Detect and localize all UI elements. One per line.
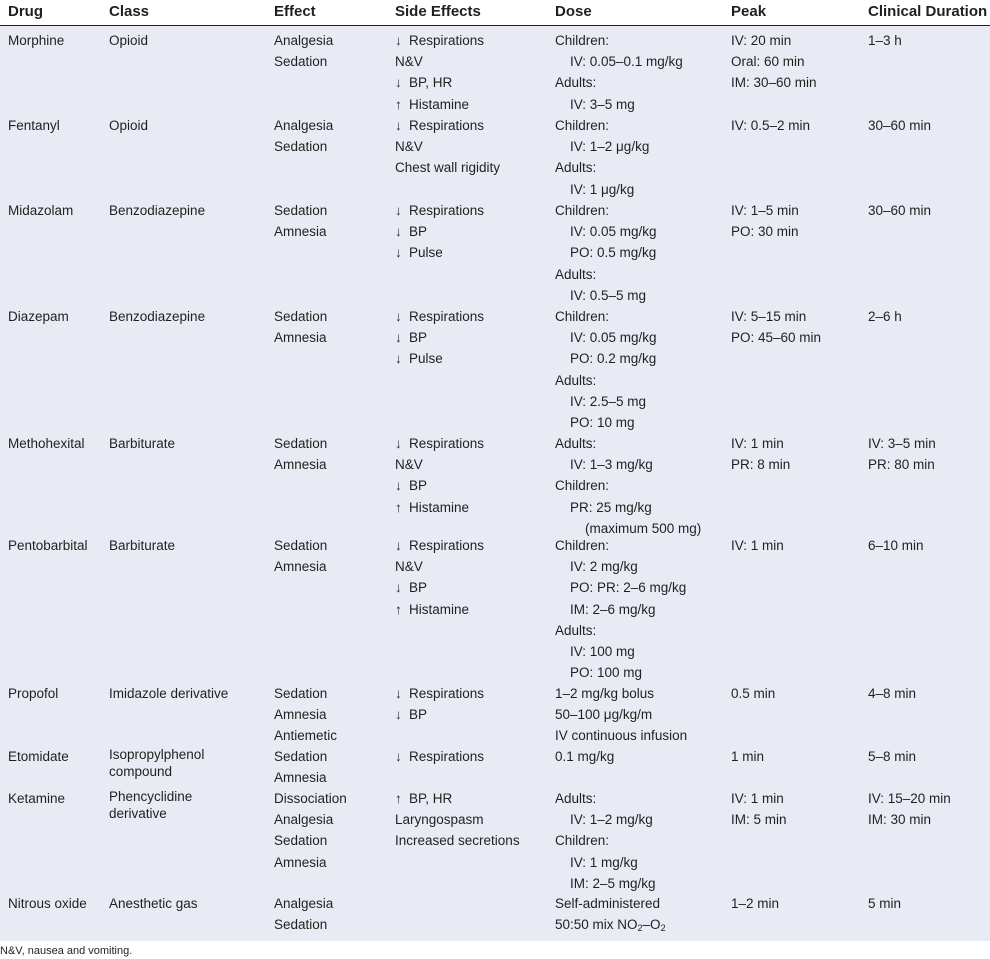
drug-cell (8, 200, 73, 221)
down-arrow-icon: ↓ (395, 538, 402, 553)
duration-line: PR: 80 min (868, 457, 935, 473)
side-effect-line: ↑ Histamine (395, 599, 484, 620)
dose-line: PO: 0.5 mg/kg (570, 245, 657, 261)
down-arrow-icon: ↓ (395, 245, 402, 261)
peak-line: IV: 1 min (731, 538, 784, 553)
duration-cell (868, 433, 936, 475)
dose-line: Adults: (555, 266, 597, 282)
drug-line: Pentobarbital (8, 538, 88, 553)
peak-line: IV: 1–5 min (731, 203, 799, 218)
peak-line: IV: 1 min (731, 436, 784, 451)
effect-line: Amnesia (274, 457, 327, 473)
dose-cell (555, 893, 666, 935)
class-line: Barbiturate (109, 436, 176, 451)
peak-line: PO: 30 min (731, 224, 799, 240)
duration-cell (868, 893, 901, 914)
dose-line: IV: 1–2 μg/kg (570, 139, 650, 155)
peak-cell (731, 893, 779, 914)
table-row (0, 531, 990, 679)
table-row (0, 889, 990, 941)
class-line: Benzodiazepine (109, 309, 206, 324)
drug-cell (8, 115, 60, 136)
side-effect-line: ↓ BP (395, 475, 484, 496)
down-arrow-icon: ↓ (395, 330, 402, 346)
dose-line: IV: 2 mg/kg (570, 559, 638, 575)
effect-line: Sedation (274, 436, 328, 451)
class-line: Benzodiazepine (109, 203, 206, 218)
down-arrow-icon: ↓ (395, 749, 402, 764)
effect-cell (274, 115, 333, 157)
side-effects-cell (395, 115, 500, 179)
effect-line: Sedation (274, 139, 328, 155)
effect-line: Sedation (274, 54, 328, 70)
peak-line: 0.5 min (731, 686, 776, 701)
dose-line: IV: 1–3 mg/kg (570, 457, 653, 473)
duration-line: 6–10 min (868, 538, 924, 553)
dose-line: Adults: (555, 791, 597, 806)
table-row (0, 302, 990, 429)
peak-cell (731, 115, 810, 136)
side-effect-line: ↓ BP (395, 577, 484, 598)
side-effects-line: N&V (395, 139, 423, 155)
class-cell (109, 788, 192, 822)
side-effects-cell (395, 788, 520, 852)
effect-cell (274, 683, 337, 747)
peak-cell (731, 746, 764, 767)
drug-cell (8, 893, 87, 914)
side-effects-line: Chest wall rigidity (395, 160, 501, 176)
effect-line: Sedation (274, 686, 328, 701)
header-drug: Drug (8, 3, 43, 20)
peak-line: PR: 8 min (731, 457, 791, 473)
class-line: derivative (109, 806, 167, 821)
dose-line: Children: (555, 118, 610, 133)
up-arrow-icon: ↑ (395, 601, 402, 617)
drug-line: Nitrous oxide (8, 896, 87, 911)
dose-cell (555, 30, 683, 115)
effect-cell (274, 306, 327, 348)
dose-cell (555, 433, 701, 539)
class-line: Opioid (109, 33, 149, 48)
dose-cell (555, 683, 687, 747)
dose-cell (555, 788, 656, 894)
peak-line: 1 min (731, 749, 765, 764)
effect-line: Amnesia (274, 330, 327, 346)
effect-line: Analgesia (274, 812, 334, 828)
duration-cell (868, 788, 951, 830)
dose-line: Self-administered (555, 896, 661, 911)
effect-line: Antiemetic (274, 728, 338, 744)
side-effect-line: ↓ Respirations (395, 746, 484, 767)
side-effect-line: ↑ Histamine (395, 94, 484, 115)
drug-line: Midazolam (8, 203, 74, 218)
table-row (0, 784, 990, 889)
class-cell (109, 893, 198, 914)
side-effects-cell (395, 30, 484, 115)
class-cell (109, 683, 228, 704)
effect-line: Sedation (274, 917, 328, 933)
duration-cell (868, 746, 916, 767)
drug-line: Morphine (8, 33, 65, 48)
dose-line: IM: 2–6 mg/kg (570, 601, 656, 617)
duration-line: IM: 30 min (868, 812, 932, 828)
peak-line: IM: 30–60 min (731, 75, 817, 91)
class-cell (109, 30, 148, 51)
effect-line: Amnesia (274, 770, 327, 786)
class-line: Imidazole derivative (109, 686, 229, 701)
up-arrow-icon: ↑ (395, 96, 402, 112)
class-cell (109, 115, 148, 136)
dose-line: IV: 3–5 mg (570, 96, 635, 112)
drug-line: Propofol (8, 686, 59, 701)
drug-line: Fentanyl (8, 118, 60, 133)
down-arrow-icon: ↓ (395, 309, 402, 324)
duration-line: 1–3 h (868, 33, 902, 48)
side-effect-line: ↓ Respirations (395, 306, 484, 327)
class-cell (109, 535, 175, 556)
class-line: Phencyclidine (109, 789, 193, 804)
peak-line: Oral: 60 min (731, 54, 805, 70)
dose-cell (555, 306, 657, 433)
peak-cell (731, 433, 790, 475)
dose-cell (555, 200, 657, 306)
side-effect-line: ↑ BP, HR (395, 788, 520, 809)
effect-line: Amnesia (274, 854, 327, 870)
class-cell (109, 306, 205, 327)
effect-line: Sedation (274, 833, 328, 849)
dose-line: PO: 100 mg (570, 665, 643, 681)
peak-cell (731, 683, 775, 704)
dose-line: IV: 1–2 mg/kg (570, 812, 653, 828)
dose-line: IV: 0.5–5 mg (570, 287, 647, 303)
dose-line: Children: (555, 538, 610, 553)
duration-line: 30–60 min (868, 203, 932, 218)
table-row (0, 429, 990, 536)
dose-cell (555, 535, 686, 683)
effect-line: Analgesia (274, 118, 334, 133)
dose-line: IV: 0.05 mg/kg (570, 224, 657, 240)
dose-cell (555, 115, 649, 200)
drug-line: Etomidate (8, 749, 69, 764)
dose-line: Children: (555, 833, 610, 849)
dose-line: Adults: (555, 160, 597, 176)
class-line: Anesthetic gas (109, 896, 198, 911)
side-effect-line: ↓ Respirations (395, 433, 484, 454)
up-arrow-icon: ↑ (395, 791, 402, 806)
effect-line: Sedation (274, 203, 328, 218)
dose-line: PO: 10 mg (570, 414, 635, 430)
dose-line: IV: 1 μg/kg (570, 181, 635, 197)
dose-line: 50–100 μg/kg/m (555, 707, 653, 723)
drug-line: Ketamine (8, 791, 66, 806)
peak-line: IM: 5 min (731, 812, 787, 828)
peak-cell (731, 535, 784, 556)
side-effect-line: ↓ Pulse (395, 242, 484, 263)
table-row (0, 196, 990, 302)
duration-cell (868, 30, 902, 51)
class-line: Opioid (109, 118, 149, 133)
down-arrow-icon: ↓ (395, 580, 402, 596)
drug-line: Diazepam (8, 309, 69, 324)
side-effects-line: N&V (395, 559, 423, 575)
peak-cell (731, 788, 787, 830)
side-effects-cell (395, 535, 484, 620)
dose-line: 1–2 mg/kg bolus (555, 686, 655, 701)
effect-cell (274, 30, 333, 72)
side-effect-line: ↓ Respirations (395, 200, 484, 221)
peak-line: IV: 20 min (731, 33, 792, 48)
dose-cell (555, 746, 614, 767)
effect-cell (274, 788, 347, 873)
side-effect-line: ↓ Respirations (395, 535, 484, 556)
side-effect-line: ↓ Respirations (395, 115, 500, 136)
drug-cell (8, 433, 85, 454)
effect-line: Sedation (274, 749, 328, 764)
side-effect-line: ↑ Histamine (395, 497, 484, 518)
dose-line: Children: (555, 478, 610, 494)
table-row (0, 26, 990, 111)
peak-cell (731, 306, 821, 348)
effect-cell (274, 200, 327, 242)
effect-line: Sedation (274, 309, 328, 324)
side-effect-line: ↓ Respirations (395, 683, 484, 704)
dose-line: IM: 2–5 mg/kg (570, 875, 656, 891)
peak-line: PO: 45–60 min (731, 330, 822, 346)
dose-line: PO: PR: 2–6 mg/kg (570, 580, 687, 596)
dose-line: Adults: (555, 622, 597, 638)
effect-cell (274, 535, 327, 577)
down-arrow-icon: ↓ (395, 118, 402, 133)
effect-line: Dissociation (274, 791, 347, 806)
dose-line: IV: 100 mg (570, 643, 635, 659)
side-effects-cell (395, 433, 484, 518)
effect-cell (274, 433, 327, 475)
dose-line: (maximum 500 mg) (585, 520, 702, 536)
duration-cell (868, 115, 931, 136)
dose-line: IV continuous infusion (555, 728, 688, 744)
duration-cell (868, 683, 916, 704)
dose-line: IV: 0.05–0.1 mg/kg (570, 54, 683, 70)
class-cell (109, 200, 205, 221)
class-line: Isopropylphenol (109, 747, 205, 762)
drug-cell (8, 30, 64, 51)
header-clinical-duration: Clinical Duration (868, 3, 988, 20)
dose-line: Children: (555, 203, 610, 218)
duration-line: IV: 15–20 min (868, 791, 951, 806)
effect-line: Amnesia (274, 224, 327, 240)
side-effect-line: ↓ Respirations (395, 30, 484, 51)
dose-line: 0.1 mg/kg (555, 749, 615, 764)
duration-line: 5–8 min (868, 749, 917, 764)
down-arrow-icon: ↓ (395, 75, 402, 91)
peak-line: 1–2 min (731, 896, 780, 911)
down-arrow-icon: ↓ (395, 203, 402, 218)
dose-line: Children: (555, 309, 610, 324)
side-effect-line: ↓ BP (395, 221, 484, 242)
peak-cell (731, 30, 817, 94)
side-effect-line: ↓ Pulse (395, 348, 484, 369)
class-cell (109, 746, 204, 780)
dose-line: Children: (555, 33, 610, 48)
down-arrow-icon: ↓ (395, 224, 402, 240)
effect-line: Amnesia (274, 707, 327, 723)
duration-line: 2–6 h (868, 309, 902, 324)
header-class: Class (109, 3, 150, 20)
down-arrow-icon: ↓ (395, 707, 402, 723)
effect-line: Analgesia (274, 896, 334, 911)
table-row (0, 111, 990, 196)
down-arrow-icon: ↓ (395, 351, 402, 367)
peak-line: IV: 5–15 min (731, 309, 807, 324)
effect-line: Sedation (274, 538, 328, 553)
header-effect: Effect (274, 3, 316, 20)
drug-cell (8, 746, 69, 767)
drug-cell (8, 683, 58, 704)
side-effect-line: ↓ BP, HR (395, 72, 484, 93)
class-cell (109, 433, 175, 454)
table-row (0, 742, 990, 784)
dose-line: IV: 0.05 mg/kg (570, 330, 657, 346)
header-peak: Peak (731, 3, 767, 20)
peak-line: IV: 0.5–2 min (731, 118, 811, 133)
down-arrow-icon: ↓ (395, 33, 402, 48)
dose-line: PR: 25 mg/kg (570, 499, 652, 515)
down-arrow-icon: ↓ (395, 686, 402, 701)
drug-cell (8, 788, 65, 809)
down-arrow-icon: ↓ (395, 436, 402, 451)
dose-line: PO: 0.2 mg/kg (570, 351, 657, 367)
effect-cell (274, 893, 333, 935)
side-effects-line: Increased secretions (395, 833, 520, 849)
dose-line: Adults: (555, 372, 597, 388)
drug-line: Methohexital (8, 436, 85, 451)
effect-line: Amnesia (274, 559, 327, 575)
header-dose: Dose (555, 3, 592, 20)
dose-line: IV: 1 mg/kg (570, 854, 638, 870)
peak-line: IV: 1 min (731, 791, 784, 806)
side-effects-line: Laryngospasm (395, 812, 484, 828)
side-effects-cell (395, 683, 484, 725)
duration-line: 5 min (868, 896, 902, 911)
side-effects-line: N&V (395, 457, 423, 473)
dose-line: Adults: (555, 75, 597, 91)
class-line: compound (109, 764, 173, 779)
table-row (0, 679, 990, 742)
down-arrow-icon: ↓ (395, 478, 402, 494)
side-effect-line: ↓ BP (395, 327, 484, 348)
class-line: Barbiturate (109, 538, 176, 553)
effect-line: Analgesia (274, 33, 334, 48)
side-effects-cell (395, 746, 484, 767)
table-header-row (0, 0, 990, 26)
duration-line: 4–8 min (868, 686, 917, 701)
side-effect-line: ↓ BP (395, 704, 484, 725)
side-effects-cell (395, 200, 484, 264)
effect-cell (274, 746, 327, 788)
footnote: N&V, nausea and vomiting. (0, 945, 133, 957)
drug-cell (8, 535, 88, 556)
duration-cell (868, 535, 924, 556)
duration-line: 30–60 min (868, 118, 932, 133)
duration-line: IV: 3–5 min (868, 436, 936, 451)
dose-line: 50:50 mix $NO_2-O_2$ (555, 917, 666, 934)
duration-cell (868, 200, 931, 221)
side-effects-line: N&V (395, 54, 423, 70)
dose-line: Adults: (555, 436, 597, 451)
side-effects-cell (395, 306, 484, 370)
duration-cell (868, 306, 902, 327)
header-side-effects: Side Effects (395, 3, 481, 20)
drug-cell (8, 306, 69, 327)
dose-line: IV: 2.5–5 mg (570, 393, 647, 409)
up-arrow-icon: ↑ (395, 499, 402, 515)
peak-cell (731, 200, 799, 242)
